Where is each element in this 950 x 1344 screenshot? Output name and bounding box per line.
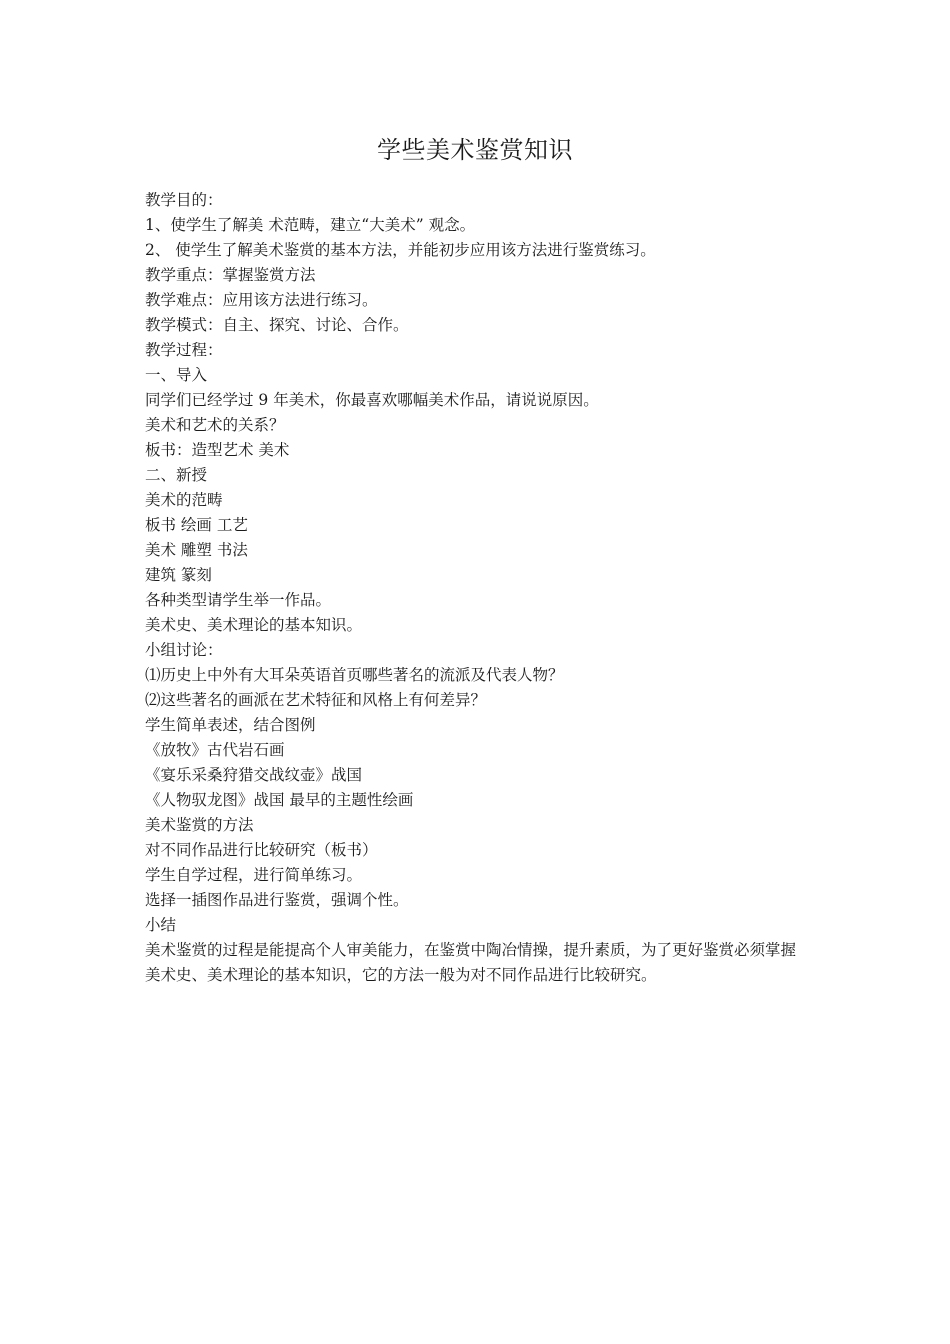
text-line: 教学重点：掌握鉴赏方法 <box>145 266 316 284</box>
text-line: 1、使学生了解美 术范畴，建立“大美术” 观念。 <box>145 216 476 234</box>
text-line: 《人物驭龙图》战国 最早的主题性绘画 <box>145 791 414 809</box>
text-line: 美术 雕塑 书法 <box>145 541 248 559</box>
text-line: 小结 <box>145 916 177 934</box>
text-line: 学生简单表述，结合图例 <box>145 716 316 734</box>
text-line: 对不同作品进行比较研究（板书） <box>145 841 378 859</box>
text-line: 美术的范畴 <box>145 491 223 509</box>
text-line: 《放牧》古代岩石画 <box>145 741 285 759</box>
text-line: 教学过程： <box>145 341 223 359</box>
text-line: 同学们已经学过 9 年美术，你最喜欢哪幅美术作品，请说说原因。 <box>145 391 599 409</box>
text-line: ⑴历史上中外有大耳朵英语首页哪些著名的流派及代表人物？ <box>145 666 564 684</box>
text-line: 教学难点：应用该方法进行练习。 <box>145 291 378 309</box>
text-line: 建筑 篆刻 <box>145 566 212 584</box>
text-line: 板书 绘画 工艺 <box>145 516 248 534</box>
closing-paragraph: 美术鉴赏的过程是能提高个人审美能力，在鉴赏中陶冶情操，提升素质，为了更好鉴赏必须掌握美术史、美术理论的基本知识，它的方法一般为对不同作品进行比较研究。 <box>145 941 797 984</box>
text-line: 教学模式：自主、探究、讨论、合作。 <box>145 316 409 334</box>
text-line: 二、新授 <box>145 466 208 484</box>
text-line: 小组讨论： <box>145 641 223 659</box>
document-body <box>145 188 810 988</box>
text-line: 教学目的： <box>145 191 223 209</box>
text-line: 美术鉴赏的方法 <box>145 816 254 834</box>
page-title: 学些美术鉴赏知识 <box>377 136 573 164</box>
text-line: ⑵这些著名的画派在艺术特征和风格上有何差异？ <box>145 691 487 709</box>
text-line: 选择一插图作品进行鉴赏，强调个性。 <box>145 891 409 909</box>
text-line: 《宴乐采桑狩猎交战纹壶》战国 <box>145 766 363 784</box>
text-line: 2、 使学生了解美术鉴赏的基本方法，并能初步应用该方法进行鉴赏练习。 <box>145 241 656 259</box>
text-line: 学生自学过程，进行简单练习。 <box>145 866 363 884</box>
text-line: 美术和艺术的关系？ <box>145 416 285 434</box>
text-line: 美术史、美术理论的基本知识。 <box>145 616 363 634</box>
text-line: 一、导入 <box>145 366 208 384</box>
text-line: 各种类型请学生举一作品。 <box>145 591 332 609</box>
text-line: 板书：造型艺术 美术 <box>145 441 290 459</box>
